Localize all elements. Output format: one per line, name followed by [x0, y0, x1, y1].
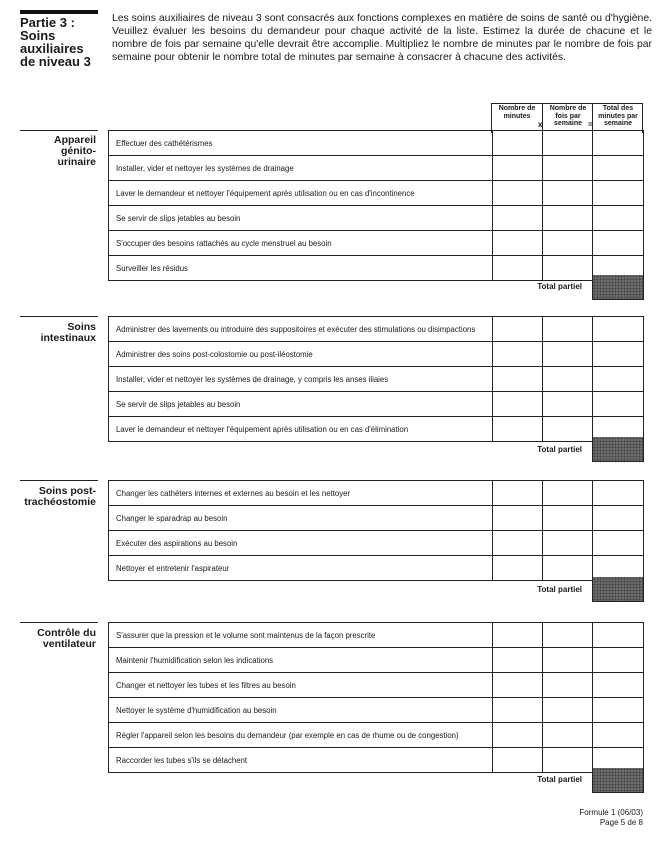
task-label: Administrer des lavements ou introduire des suppositoires et exécuter des stimulations ou disimpactions — [116, 324, 476, 334]
total-cell[interactable] — [592, 131, 643, 155]
times-cell[interactable] — [542, 673, 593, 697]
header-minutes: Nombre de minutes — [498, 105, 536, 120]
table-row — [109, 367, 643, 392]
times-cell[interactable] — [542, 367, 593, 391]
times-cell[interactable] — [542, 698, 593, 722]
times-cell[interactable] — [542, 506, 593, 530]
task-label: Nettoyer et entretenir l'aspirateur — [116, 563, 230, 573]
task-label: Raccorder les tubes s'ils se détachent — [116, 755, 248, 765]
subtotal-label: Total partiel — [537, 775, 582, 784]
section-table-tracheostomy — [108, 480, 644, 581]
total-cell[interactable] — [592, 648, 643, 672]
total-cell[interactable] — [592, 506, 643, 530]
total-cell[interactable] — [592, 181, 643, 205]
times-cell[interactable] — [542, 156, 593, 180]
minutes-cell[interactable] — [492, 673, 543, 697]
table-row — [109, 206, 643, 231]
total-cell[interactable] — [592, 481, 643, 505]
minutes-cell[interactable] — [492, 342, 543, 366]
page-number: Page 5 de 8 — [599, 818, 643, 827]
minutes-cell[interactable] — [492, 481, 543, 505]
task-label: Régler l'appareil selon les besoins du demandeur (par exemple en cas de rhume ou de congestion) — [116, 730, 459, 740]
form-number: Formule 1 (06/03) — [579, 808, 643, 817]
times-cell[interactable] — [542, 556, 593, 580]
minutes-cell[interactable] — [492, 723, 543, 747]
subtotal-field[interactable] — [592, 768, 644, 793]
total-cell[interactable] — [592, 206, 643, 230]
section-table-genito-urinary — [108, 130, 644, 281]
minutes-cell[interactable] — [492, 623, 543, 647]
table-row — [109, 723, 643, 748]
part-title: Partie 3 : Soins auxiliaires de niveau 3 — [20, 15, 91, 69]
minutes-cell[interactable] — [492, 698, 543, 722]
times-cell[interactable] — [542, 648, 593, 672]
total-cell[interactable] — [592, 623, 643, 647]
table-row — [109, 506, 643, 531]
table-row — [109, 698, 643, 723]
times-cell[interactable] — [542, 623, 593, 647]
section-divider — [20, 622, 98, 623]
times-cell[interactable] — [542, 181, 593, 205]
task-label: Se servir de slips jetables au besoin — [116, 399, 241, 409]
section-table-bowel-care — [108, 316, 644, 442]
task-label: Changer le sparadrap au besoin — [116, 513, 228, 523]
subtotal-label: Total partiel — [537, 282, 582, 291]
task-label: Changer les cathéters internes et externes au besoin et les nettoyer — [116, 488, 351, 498]
task-label: Effectuer des cathétérismes — [116, 138, 213, 148]
table-row — [109, 556, 643, 580]
table-row — [109, 317, 643, 342]
times-cell[interactable] — [542, 481, 593, 505]
header-times: Nombre de fois par semaine — [542, 104, 593, 133]
table-row — [109, 392, 643, 417]
minutes-cell[interactable] — [492, 392, 543, 416]
total-cell[interactable] — [592, 723, 643, 747]
task-label: Nettoyer le système d'humidification au besoin — [116, 705, 277, 715]
minutes-cell[interactable] — [492, 506, 543, 530]
total-cell[interactable] — [592, 531, 643, 555]
subtotal-field[interactable] — [592, 577, 644, 602]
task-label: Laver le demandeur et nettoyer l'équipement après utilisation ou en cas d'incontinence — [116, 188, 415, 198]
minutes-cell[interactable] — [492, 317, 543, 341]
total-cell[interactable] — [592, 392, 643, 416]
section-title-bowel-care: Soins intestinaux — [40, 321, 96, 344]
times-cell[interactable] — [542, 748, 593, 772]
task-label: Surveiller les résidus — [116, 263, 188, 273]
times-cell[interactable] — [542, 417, 593, 441]
section-title-ventilator: Contrôle du ventilateur — [37, 627, 96, 650]
intro-paragraph: Les soins auxiliaires de niveau 3 sont consacrés aux fonctions complexes en matière de soins de santé ou d'hygiène. Veuillez évaluer les besoins du demandeur pour chaque activité de la liste. Estimez la durée de chacune et le nombre de fois par semaine qu'elle devrait être accomplie. Multipliez le nombre de minutes par le nombre de fois par semaine pour obtenir le nombre total de minutes par semaine à consacrer à chacune des activités. — [112, 13, 652, 63]
subtotal-field[interactable] — [592, 437, 644, 462]
times-cell[interactable] — [542, 206, 593, 230]
task-label: Changer et nettoyer les tubes et les filtres au besoin — [116, 680, 296, 690]
task-label: S'occuper des besoins rattachés au cycle menstruel au besoin — [116, 238, 332, 248]
total-cell[interactable] — [592, 698, 643, 722]
minutes-cell[interactable] — [492, 367, 543, 391]
times-cell[interactable] — [542, 317, 593, 341]
total-cell[interactable] — [592, 231, 643, 255]
minutes-cell[interactable] — [492, 556, 543, 580]
table-row — [109, 156, 643, 181]
subtotal-label: Total partiel — [537, 445, 582, 454]
table-row — [109, 673, 643, 698]
total-cell[interactable] — [592, 367, 643, 391]
times-cell[interactable] — [542, 342, 593, 366]
part-header — [20, 10, 98, 68]
section-divider — [20, 130, 98, 131]
task-label: Installer, vider et nettoyer les systèmes de drainage, y compris les anses iliaies — [116, 374, 389, 384]
subtotal-field[interactable] — [592, 275, 644, 300]
table-row — [109, 131, 643, 156]
table-row — [109, 417, 643, 441]
task-label: Laver le demandeur et nettoyer l'équipement après utilisation ou en cas d'élimination — [116, 424, 409, 434]
times-cell[interactable] — [542, 723, 593, 747]
page-footer — [579, 808, 643, 828]
equals-operator: = — [588, 120, 593, 129]
table-row — [109, 748, 643, 772]
table-row — [109, 531, 643, 556]
section-title-genito-urinary: Appareil génito- urinaire — [53, 134, 96, 168]
times-cell[interactable] — [542, 392, 593, 416]
minutes-cell[interactable] — [492, 417, 543, 441]
subtotal-label: Total partiel — [537, 585, 582, 594]
minutes-cell[interactable] — [492, 206, 543, 230]
task-label: S'assurer que la pression et le volume sont maintenus de la façon prescrite — [116, 630, 376, 640]
section-table-ventilator — [108, 622, 644, 773]
minutes-cell[interactable] — [492, 648, 543, 672]
minutes-cell[interactable] — [492, 181, 543, 205]
table-row — [109, 623, 643, 648]
column-headers — [491, 103, 643, 133]
section-divider — [20, 316, 98, 317]
times-cell[interactable] — [542, 131, 593, 155]
times-operator: x — [538, 120, 543, 129]
times-cell[interactable] — [542, 256, 593, 280]
section-title-tracheostomy: Soins post- trachéostomie — [24, 485, 96, 508]
times-cell[interactable] — [542, 231, 593, 255]
task-label: Installer, vider et nettoyer les systèmes de drainage — [116, 163, 294, 173]
section-divider — [20, 480, 98, 481]
table-row — [109, 231, 643, 256]
task-label: Maintenir l'humidification selon les indications — [116, 655, 274, 665]
table-row — [109, 256, 643, 280]
task-label: Exécuter des aspirations au besoin — [116, 538, 238, 548]
task-label: Administrer des soins post-colostomie ou post-iléostomie — [116, 349, 313, 359]
times-cell[interactable] — [542, 531, 593, 555]
minutes-cell[interactable] — [492, 231, 543, 255]
task-label: Se servir de slips jetables au besoin — [116, 213, 241, 223]
table-row — [109, 342, 643, 367]
minutes-cell[interactable] — [492, 531, 543, 555]
total-cell[interactable] — [592, 317, 643, 341]
minutes-cell[interactable] — [492, 156, 543, 180]
header-total: Total des minutes par semaine — [592, 104, 643, 133]
table-row — [109, 481, 643, 506]
table-row — [109, 648, 643, 673]
table-row — [109, 181, 643, 206]
minutes-cell[interactable] — [492, 748, 543, 772]
minutes-cell[interactable] — [492, 131, 543, 155]
total-cell[interactable] — [592, 673, 643, 697]
total-cell[interactable] — [592, 342, 643, 366]
total-cell[interactable] — [592, 156, 643, 180]
minutes-cell[interactable] — [492, 256, 543, 280]
